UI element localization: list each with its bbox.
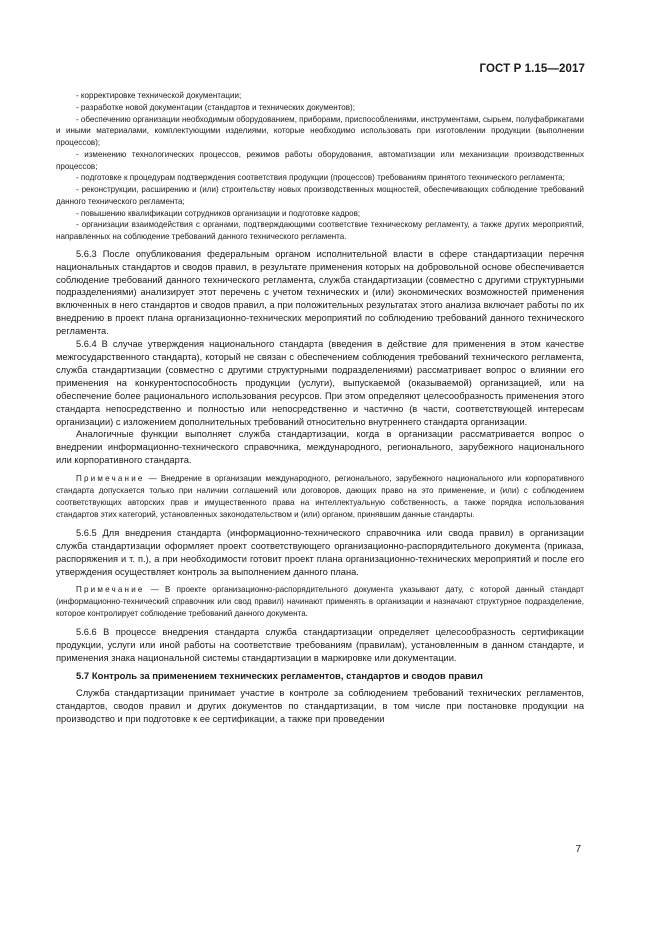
body-text-block-2 bbox=[56, 527, 584, 579]
list-item: - реконструкции, расширению и (или) строительству новых производственных мощностей, обеспечивающих соблюдение требований данного технического регламента; bbox=[56, 185, 584, 206]
note-label: Примечание bbox=[76, 474, 145, 484]
list-item: - изменению технологических процессов, режимов работы оборудования, автоматизации или механизации производственных процессов; bbox=[56, 149, 584, 171]
page-number: 7 bbox=[575, 844, 581, 855]
note-1 bbox=[56, 473, 584, 521]
paragraph-5-6-4: 5.6.4 В случае утверждения национального стандарта (введения в действие для применения в этом качестве межгосударственного стандарта), который не связан с обеспечением соблюдения требований технического регламента, служба стандартизации (совместно с другими структурными подразделениями) рассматривает вопрос о влиянии его применения на конкурентоспособность продукции (услуги), выпускаемой (оказываемой) организацией, или на обеспечение более рационального использования ресурсов. При этом определяют целесообразность применения этого стандарта непосредственно и полностью или непосредственно и частично (в части, соответствующей интересам организации) с изложением дополнительных требований относительно внутреннего стандарта организации. bbox=[56, 339, 584, 427]
body-text-block-3 bbox=[56, 626, 584, 665]
note-label: Примечание bbox=[76, 585, 145, 595]
list-item: - разработке новой документации (стандартов и технических документов); bbox=[76, 102, 355, 112]
list-item: - обеспечению организации необходимым оборудованием, приборами, приспособлениями, инструментами, сырьем, полуфабрикатами и иными материалами, комплектующими изделиями, которые необходимо использовать при изготовлении продукции (выполнении процессов); bbox=[56, 114, 585, 147]
paragraph-5-6-4-continued: Аналогичные функции выполняет служба стандартизации, когда в организации рассматривается вопрос о внедрении информационно-технического справочника, международного, регионального, зарубежного национального или корпоративного стандарта. bbox=[56, 429, 584, 466]
note-2 bbox=[56, 584, 584, 620]
body-text-block-1 bbox=[56, 248, 584, 467]
measures-list bbox=[56, 90, 584, 243]
list-item: - организации взаимодействия с органами, подтверждающими соответствие техническому регламенту, а также других мероприятий, направленных на соблюдение требований данного технического регламента. bbox=[56, 220, 584, 241]
paragraph-5-6-5: 5.6.5 Для внедрения стандарта (информационно-технического справочника или свода правил) в организации служба стандартизации оформляет проект соответствующего организационно-распорядительного документа (приказа, распоряжения и т. п.), а при необходимости готовит проект плана организационно-технических мероприятий и после его утверждения осуществляет контроль за выполнением данного плана. bbox=[56, 527, 584, 577]
paragraph-5-6-6: 5.6.6 В процессе внедрения стандарта служба стандартизации определяет целесообразность сертификации продукции, услуги или иной работы на соответствие требованиям (правилам), установленным в данном стандарте, и применения знака национальной системы стандартизации в маркировке или документации. bbox=[56, 627, 584, 663]
list-item: - подготовке к процедурам подтверждения соответствия продукции (процессов) требованиям принятого технического регламента; bbox=[76, 173, 565, 183]
paragraph-5-6-3: 5.6.3 После опубликования федеральным органом исполнительной власти в сфере стандартизации перечня национальных стандартов и сводов правил, в результате применения которых на добровольной основе обеспечивается соблюдение требований данного технического регламента, служба стандартизации (совместно с другими структурными подразделениями) анализирует этот перечень с учетом технических и (или) экономических возможностей применения включенных в него стандартов и сводов правил, а при положительных результатах этого анализа включает работы по их внедрению в проект плана организационно-технических мероприятий по соблюдению требований данного технического регламента. bbox=[56, 248, 584, 337]
note-text: — Внедрение в организации международного, регионального, зарубежного национального или корпоративного стандарта допускается только при наличии соглашений или договоров, дающих право на это применение, и (или) с соблюдением соответствующих авторских прав и имущественного права на интеллектуальную собственность, а также порядка использования стандартов этих категорий, установленных законодательством и (или) органом, принявшим данные стандарты. bbox=[56, 474, 584, 519]
list-item: - корректировке технической документации; bbox=[76, 91, 242, 100]
body-text-block-4 bbox=[56, 687, 584, 726]
list-item: - повышению квалификации сотрудников организации и подготовке кадров; bbox=[76, 208, 361, 218]
page-content bbox=[56, 90, 584, 726]
paragraph-5-7: Служба стандартизации принимает участие в контроле за соблюдением требований технических регламентов, стандартов, сводов правил и других документов по стандартизации, в том числе при постановке продукции на производство и при подготовке к ее сертификации, а также при проведении bbox=[56, 687, 584, 724]
document-code-header: ГОСТ Р 1.15—2017 bbox=[479, 63, 585, 75]
section-5-7-heading: 5.7 Контроль за применением технических регламентов, стандартов и сводов правил bbox=[76, 670, 483, 682]
note-text: — В проекте организационно-распорядительного документа указывают дату, с которой данный стандарт (информационно-технический справочник или свод правил) начинают применять в организации и назначают структурное подразделение, которое контролирует соблюдение требований данного документа. bbox=[56, 585, 584, 619]
